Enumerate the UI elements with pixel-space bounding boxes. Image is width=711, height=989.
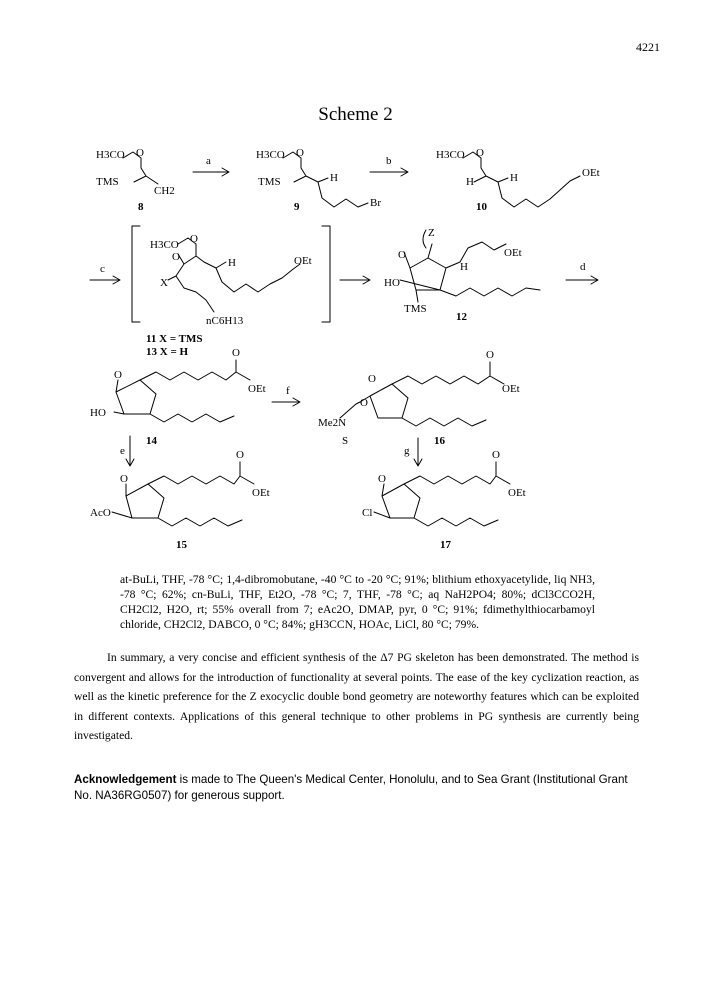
compound-11-label: 11 X = TMS <box>146 333 203 345</box>
c16-me2n: Me2N <box>318 417 347 429</box>
c16-s: S <box>342 435 349 447</box>
c16-oet: OEt <box>502 383 520 395</box>
c15-bonds <box>112 462 254 526</box>
c12-z: Z <box>428 227 435 239</box>
compound-16-label: 16 <box>434 435 445 447</box>
c11-x: X <box>160 277 168 289</box>
c11-hexyl: nC6H13 <box>206 315 244 327</box>
c11-o2: O <box>172 251 180 263</box>
c9-h3co: H3CO <box>256 149 285 161</box>
c12-oet: OEt <box>504 247 522 259</box>
c9-h: H <box>330 172 338 184</box>
c11-h3co: H3CO <box>150 239 179 251</box>
c17-o2: O <box>492 449 500 461</box>
acknowledgement-heading: Acknowledgement <box>74 773 177 786</box>
arrow-c <box>90 276 120 284</box>
c11-o: O <box>190 233 198 245</box>
c17-oet: OEt <box>508 487 526 499</box>
c12-ho: HO <box>384 277 400 289</box>
c11-bonds <box>168 238 300 312</box>
reagent-c: c <box>100 263 105 275</box>
c12-z-curve <box>423 230 426 248</box>
reagent-e: e <box>120 445 125 457</box>
arrow-a <box>193 168 229 176</box>
compound-13-label: 13 X = H <box>146 346 189 358</box>
scheme-footnotes: at-BuLi, THF, -78 °C; 1,4-dibromobutane, -40 °C to -20 °C; 91%; blithium ethoxyacetylide, liq NH3, -78 °C; 62%; cn-BuLi, THF, Et2O, -78 °C; 7, THF, -78 °C; aq NaH2PO4; 80%; dCl3CCO2H, CH2Cl2, H2O, rt; 55% overall from 7; eAc2O, DMAP, pyr, 0 °C; 91%; fdimethylthiocarbamoyl chloride, CH2Cl2, DABCO, 0 °C; 84%; gH3CCN, HOAc, LiCl, 80 °C; 79%. <box>120 573 595 631</box>
c10-bonds <box>463 152 580 207</box>
c10-h2: H <box>510 172 518 184</box>
arrow-to-12 <box>340 276 370 284</box>
arrow-f <box>272 398 300 406</box>
compound-8-label: 8 <box>138 201 144 213</box>
c14-o: O <box>114 369 122 381</box>
c12-h: H <box>460 261 468 273</box>
reagent-a: a <box>206 155 211 167</box>
bracket-right <box>322 226 330 322</box>
reagent-d: d <box>580 261 586 273</box>
c12-o: O <box>398 249 406 261</box>
compound-9-label: 9 <box>294 201 300 213</box>
c16-o3: O <box>360 397 368 409</box>
compound-15-label: 15 <box>176 539 187 551</box>
bracket-left <box>132 226 140 322</box>
arrow-d <box>566 276 598 284</box>
scheme-title: Scheme 2 <box>318 104 393 125</box>
c17-cl: Cl <box>362 507 373 519</box>
c16-bonds <box>340 362 504 426</box>
c10-oet: OEt <box>582 167 600 179</box>
c8-ch2: CH2 <box>154 185 175 197</box>
c8-o: O <box>136 147 144 159</box>
c9-tms: TMS <box>258 176 281 188</box>
acknowledgement <box>74 772 639 804</box>
c9-o: O <box>296 147 304 159</box>
c11-h: H <box>228 257 236 269</box>
c16-o: O <box>368 373 376 385</box>
c14-ho: HO <box>90 407 106 419</box>
compound-14-label: 14 <box>146 435 157 447</box>
reagent-b: b <box>386 155 392 167</box>
c12-tms: TMS <box>404 303 427 315</box>
compound-17-label: 17 <box>440 539 451 551</box>
c10-o: O <box>476 147 484 159</box>
c9-bonds <box>283 152 368 207</box>
c14-o2: O <box>232 347 240 359</box>
c11-oet: OEt <box>294 255 312 267</box>
reagent-g: g <box>404 445 410 457</box>
summary-paragraph: In summary, a very concise and efficient synthesis of the Δ7 PG skeleton has been demonstrated. The method is convergent and allows for the introduction of functionality at several points. The ease of the key cyclization reaction, as well as the kinetic preference for the Z exocyclic double bond geometry are noteworthy features which can be exploited in different contexts. Applications of this general technique to other problems in PG synthesis are currently being investigated. <box>74 651 639 742</box>
arrow-e <box>126 436 134 466</box>
c16-o2: O <box>486 349 494 361</box>
c9-br: Br <box>370 197 381 209</box>
c14-bonds <box>114 360 250 422</box>
compound-12-label: 12 <box>456 311 467 323</box>
arrow-g <box>414 438 422 466</box>
c8-tms: TMS <box>96 176 119 188</box>
arrow-b <box>370 168 408 176</box>
c17-o: O <box>378 473 386 485</box>
c15-o: O <box>120 473 128 485</box>
c14-oet: OEt <box>248 383 266 395</box>
acknowledgement-text: is made to The Queen's Medical Center, Honolulu, and to Sea Grant (Institutional Grant No. NA36RG0507) for generous support. <box>74 773 628 802</box>
compound-10-label: 10 <box>476 201 487 213</box>
c10-h3co: H3CO <box>436 149 465 161</box>
reagent-f: f <box>286 385 290 397</box>
c10-h1: H <box>466 176 474 188</box>
c8-h3co: H3CO <box>96 149 125 161</box>
c17-bonds <box>374 462 510 526</box>
c15-o2: O <box>236 449 244 461</box>
c15-aco: AcO <box>90 507 111 519</box>
page-number: 4221 <box>636 40 660 54</box>
c15-oet: OEt <box>252 487 270 499</box>
